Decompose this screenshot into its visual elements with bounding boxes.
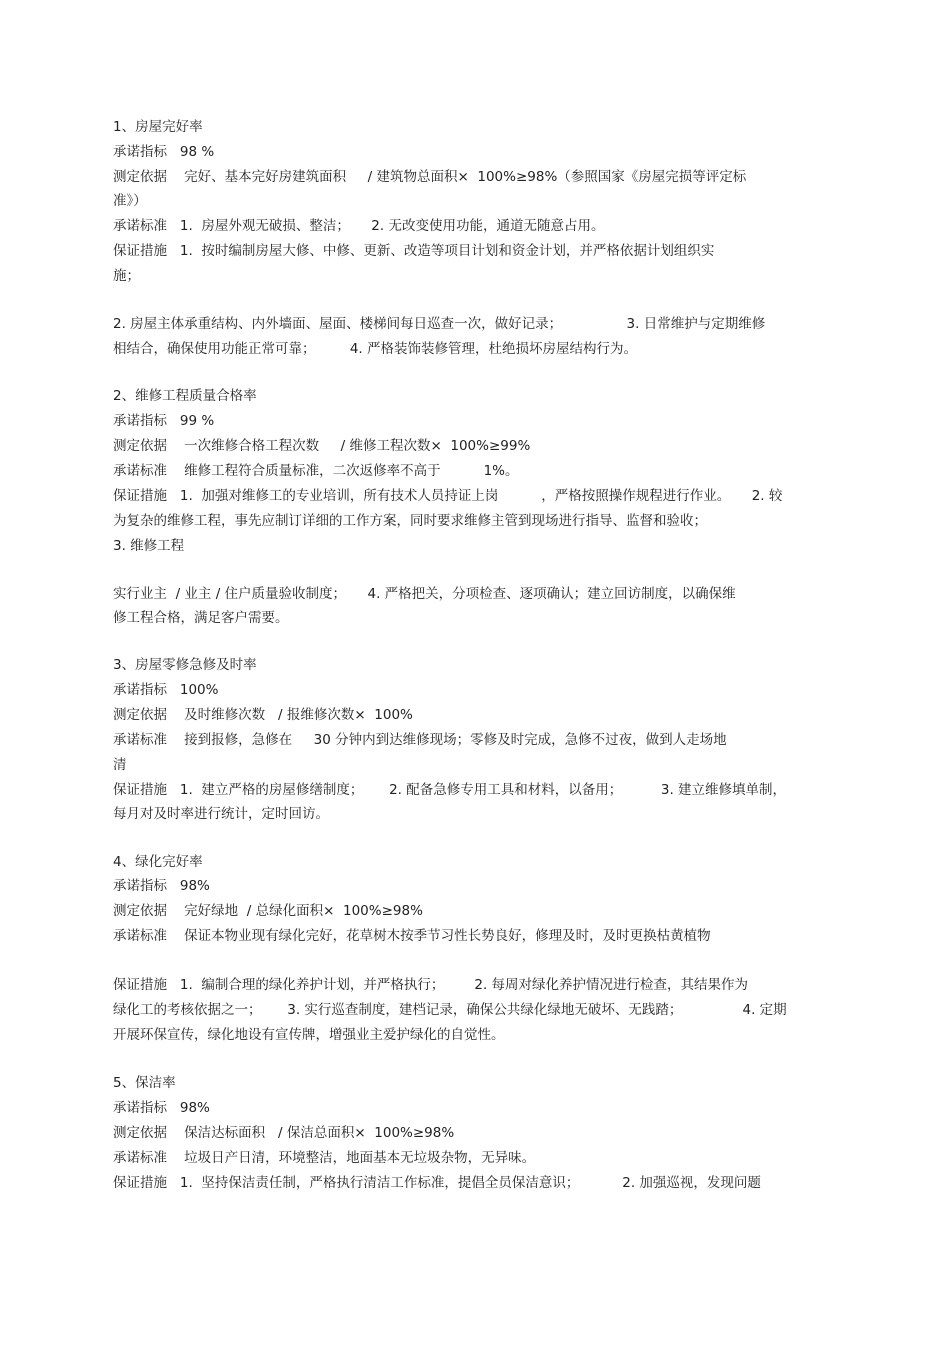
section-2-heading: 2、维修工程质量合格率: [113, 388, 257, 404]
text-line: 承诺标准 接到报修，急修在 30 分钟内到达维修现场；零修及时完成，急修不过夜，做到人走场地: [113, 732, 727, 748]
text-line: 施；: [113, 268, 140, 284]
text-line: 准》）: [113, 193, 147, 209]
text-line: 测定依据 完好、基本完好房建筑面积 / 建筑物总面积× 100%≥98%（参照国家《房屋完损等评定标: [113, 169, 747, 185]
text-line: 承诺标准 维修工程符合质量标准，二次返修率不高于 1%。: [113, 463, 519, 479]
text-line: 保证措施 1. 加强对维修工的专业培训，所有技术人员持证上岗 ，严格按照操作规程进行作业。 2. 较: [113, 488, 783, 504]
text-line: 承诺指标 100%: [113, 682, 219, 698]
text-line: 测定依据 完好绿地 / 总绿化面积× 100%≥98%: [113, 903, 423, 919]
text-line: 保证措施 1. 按时编制房屋大修、中修、更新、改造等项目计划和资金计划，并严格依据计划组织实: [113, 243, 715, 259]
text-line: 保证措施 1. 建立严格的房屋修缮制度； 2. 配备急修专用工具和材料，以备用； 3. 建立维修填单制，: [113, 782, 787, 798]
text-line: 承诺指标 98 %: [113, 144, 215, 160]
text-line: 3. 维修工程: [113, 538, 185, 554]
text-line: 修工程合格，满足客户需要。: [113, 610, 289, 626]
text-line: 测定依据 保洁达标面积 / 保洁总面积× 100%≥98%: [113, 1125, 455, 1141]
text-line: 实行业主 / 业主 / 住户质量验收制度； 4. 严格把关，分项检查、逐项确认；建立回访制度，以确保维: [113, 586, 736, 602]
text-line: 清: [113, 757, 127, 773]
text-line: 保证措施 1. 编制合理的绿化养护计划，并严格执行； 2. 每周对绿化养护情况进行检查，其结果作为: [113, 977, 749, 993]
text-line: 2. 房屋主体承重结构、内外墙面、屋面、楼梯间每日巡查一次，做好记录； 3. 日常维护与定期维修: [113, 316, 766, 332]
text-line: 承诺标准 垃圾日产日清，环境整洁，地面基本无垃圾杂物，无异味。: [113, 1150, 536, 1166]
text-line: 测定依据 一次维修合格工程次数 / 维修工程次数× 100%≥99%: [113, 438, 531, 454]
text-line: 承诺标准 保证本物业现有绿化完好，花草树木按季节习性长势良好，修理及时，及时更换枯黄植物: [113, 928, 711, 944]
section-5-heading: 5、保洁率: [113, 1075, 176, 1091]
text-line: 保证措施 1. 坚持保洁责任制，严格执行清洁工作标准，提倡全员保洁意识； 2. 加强巡视，发现问题: [113, 1175, 761, 1191]
section-4-heading: 4、绿化完好率: [113, 854, 203, 870]
text-line: 测定依据 及时维修次数 / 报维修次数× 100%: [113, 707, 413, 723]
text-line: 承诺标准 1. 房屋外观无破损、整洁； 2. 无改变使用功能，通道无随意占用。: [113, 218, 605, 234]
text-line: 相结合，确保使用功能正常可靠； 4. 严格装饰装修管理，杜绝损坏房屋结构行为。: [113, 341, 638, 357]
text-line: 开展环保宣传，绿化地设有宣传牌，增强业主爱护绿化的自觉性。: [113, 1027, 505, 1043]
text-line: 承诺指标 99 %: [113, 413, 215, 429]
section-1-heading: 1、房屋完好率: [113, 119, 203, 135]
text-line: 为复杂的维修工程，事先应制订详细的工作方案，同时要求维修主管到现场进行指导、监督和验收；: [113, 513, 707, 529]
text-line: 承诺指标 98%: [113, 1100, 210, 1116]
section-3-heading: 3、房屋零修急修及时率: [113, 657, 257, 673]
text-line: 绿化工的考核依据之一； 3. 实行巡查制度，建档记录，确保公共绿化绿地无破坏、无践踏； 4. 定期: [113, 1002, 787, 1018]
text-line: 承诺指标 98%: [113, 878, 210, 894]
text-line: 每月对及时率进行统计，定时回访。: [113, 806, 329, 822]
